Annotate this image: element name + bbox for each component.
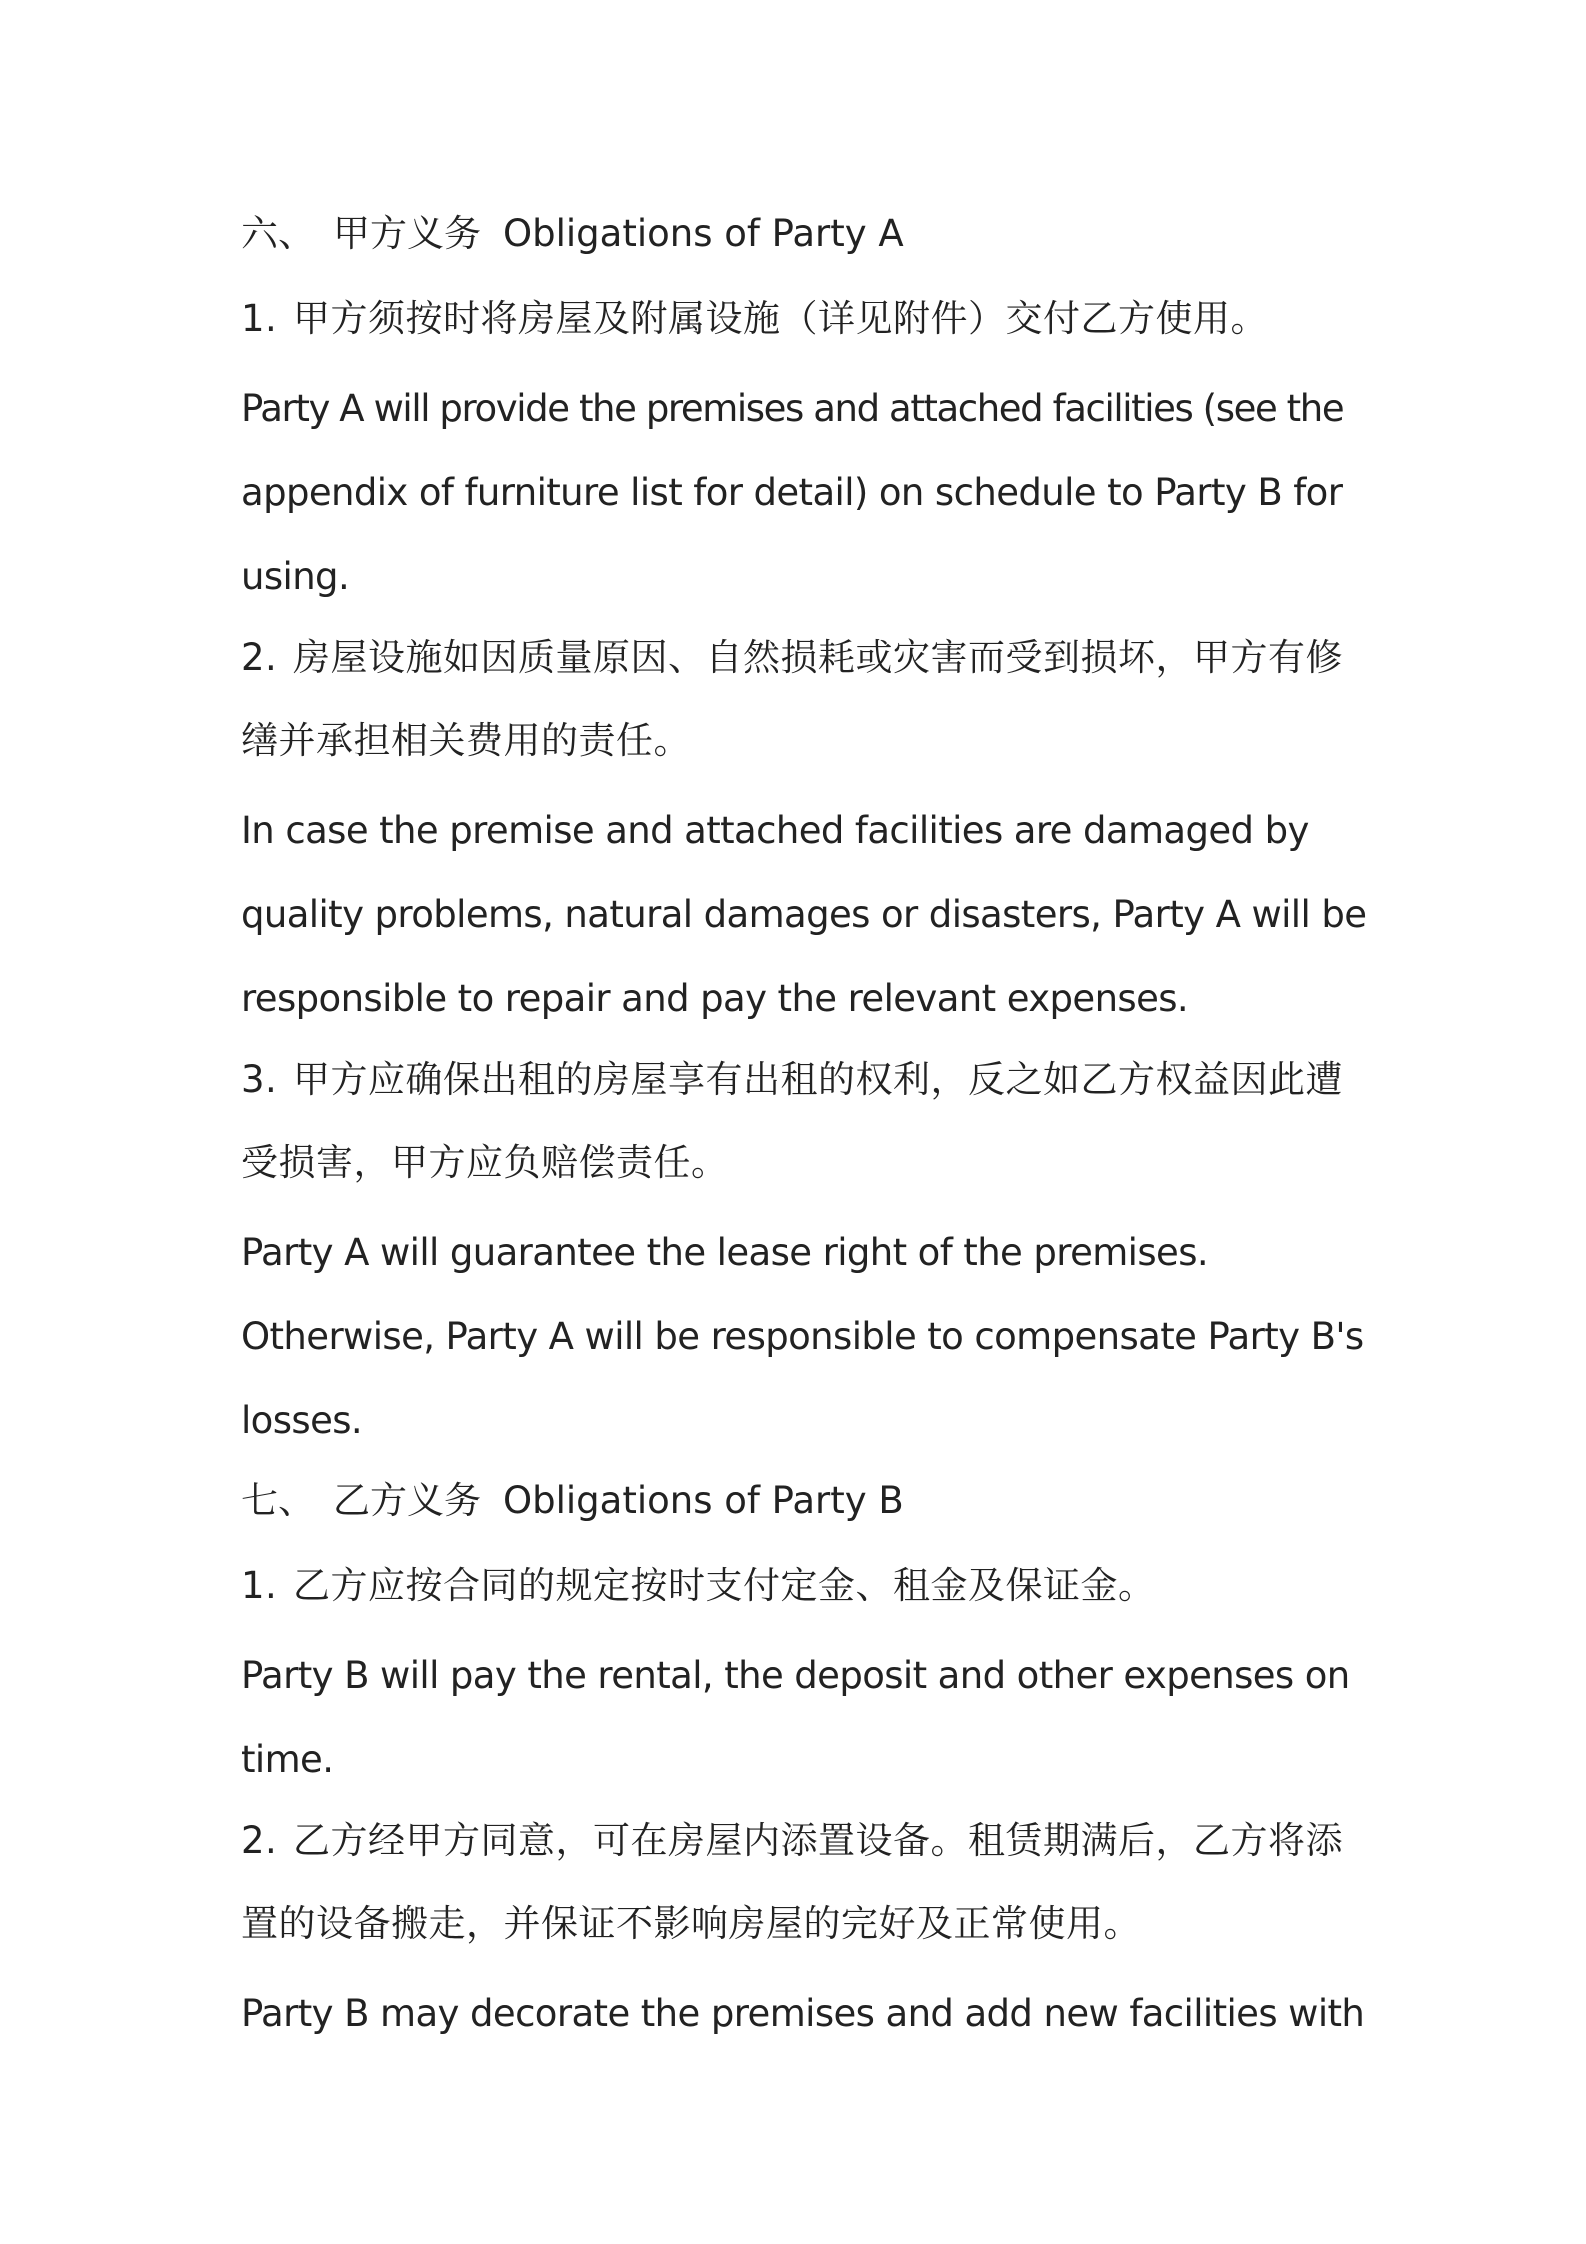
section-6-item-1-en-line-1: Party A will provide the premises and attached facilities (see the: [241, 387, 1344, 430]
section-7-item-1-en-line-2: time.: [241, 1738, 334, 1781]
section-7-title-en: Obligations of Party B: [503, 1479, 904, 1522]
section-6-item-2-en-line-3: responsible to repair and pay the relevant expenses.: [241, 977, 1189, 1020]
section-6-item-3-cn-text-1: 甲方应确保出租的房屋享有出租的权利，反之如乙方权益因此遭: [293, 1058, 1343, 1101]
section-7-item-2-cn-line-2: 置的设备搬走，并保证不影响房屋的完好及正常使用。: [241, 1902, 1141, 1945]
section-7-item-2-number: 2.: [241, 1819, 278, 1862]
section-6-item-1-en-line-3: using.: [241, 555, 350, 598]
section-7-item-2-cn-text-1: 乙方经甲方同意，可在房屋内添置设备。租赁期满后，乙方将添: [293, 1819, 1343, 1862]
section-6-item-2-number: 2.: [241, 636, 278, 679]
section-6-title-cn: 甲方义务: [333, 212, 481, 255]
section-6-item-3-en-line-3: losses.: [241, 1399, 363, 1442]
section-7-item-2-cn-line-1: [241, 1802, 1361, 1885]
section-7-item-1-en-line-1: Party B will pay the rental, the deposit and other expenses on: [241, 1654, 1350, 1697]
section-7-heading: [241, 1463, 1361, 1547]
section-6-item-2-cn-line-1: [241, 619, 1361, 702]
section-6-item-2-en-line-2: quality problems, natural damages or disasters, Party A will be: [241, 893, 1367, 936]
section-6-item-1-en-line-2: appendix of furniture list for detail) on schedule to Party B for: [241, 471, 1343, 514]
section-7-item-1-cn-text-1: 乙方应按合同的规定按时支付定金、租金及保证金。: [293, 1564, 1156, 1607]
section-6-number: 六、: [241, 212, 315, 255]
section-7-title-cn: 乙方义务: [333, 1479, 481, 1522]
section-6-item-3-cn-line-1: [241, 1041, 1361, 1124]
section-7-item-1-cn-line-1: [241, 1547, 1361, 1630]
section-7-item-2-en-line-1: Party B may decorate the premises and add new facilities with: [241, 1992, 1365, 2035]
section-7-item-1-number: 1.: [241, 1564, 278, 1607]
section-6-item-3-number: 3.: [241, 1058, 278, 1101]
section-6-heading: [241, 196, 1361, 280]
section-6-item-2-cn-text-1: 房屋设施如因质量原因、自然损耗或灾害而受到损坏，甲方有修: [293, 636, 1343, 679]
section-6-item-3-en-line-2: Otherwise, Party A will be responsible to compensate Party B's: [241, 1315, 1364, 1358]
section-6-item-3-cn-line-2: 受损害，甲方应负赔偿责任。: [241, 1141, 729, 1184]
section-6-item-2-cn-line-2: 缮并承担相关费用的责任。: [241, 719, 691, 762]
section-7-number: 七、: [241, 1479, 315, 1522]
document-body: [241, 196, 1367, 2056]
section-6-item-1-cn-line-1: [241, 280, 1361, 363]
section-6-title-en: Obligations of Party A: [503, 212, 904, 255]
section-6-item-1-number: 1.: [241, 297, 278, 340]
section-6-item-2-en-line-1: In case the premise and attached facilities are damaged by: [241, 809, 1309, 852]
section-6-item-3-en-line-1: Party A will guarantee the lease right of the premises.: [241, 1231, 1209, 1274]
section-6-item-1-cn-text-1: 甲方须按时将房屋及附属设施（详见附件）交付乙方使用。: [293, 297, 1268, 340]
